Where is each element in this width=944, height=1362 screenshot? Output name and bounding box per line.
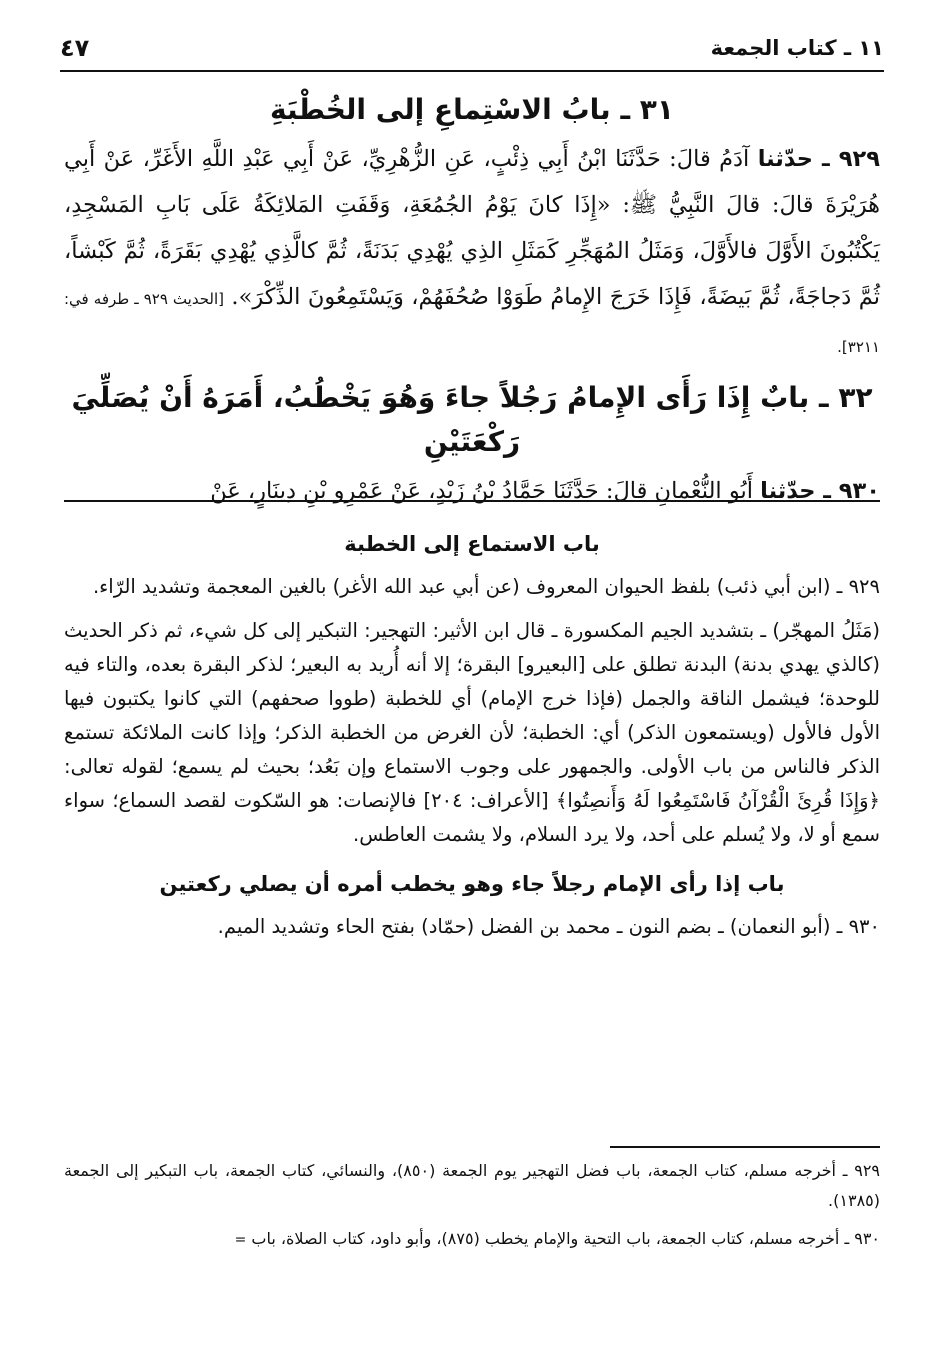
continuation-mark: = xyxy=(234,1232,247,1248)
hadith-929-number: ٩٢٩ ـ حدّثنا xyxy=(757,146,880,172)
footnotes xyxy=(64,1156,880,1263)
footnote-930 xyxy=(64,1224,880,1255)
commentary-para-930: ٩٣٠ ـ (أبو النعمان) ـ بضم النون ـ محمد بن الفضل (حمّاد) بفتح الحاء وتشديد الميم. xyxy=(217,915,880,938)
commentary-para-929: ٩٢٩ ـ (ابن أبي ذئب) بلفظ الحيوان المعروف (عن أبي عبد الله الأغر) بالغين المعجمة وتشديد الرّاء. xyxy=(92,575,880,598)
main-commentary-divider xyxy=(64,500,880,502)
running-header xyxy=(60,30,884,72)
main-text xyxy=(64,82,880,514)
commentary-heading-2: باب إذا رأى الإمام رجلاً جاء وهو يخطب أمره أن يصلي ركعتين xyxy=(159,872,785,896)
running-title: ١١ ـ كتاب الجمعة xyxy=(710,36,884,60)
hadith-930-number: ٩٣٠ ـ حدّثنا xyxy=(760,478,880,504)
commentary-para-muhajjir: (مَثَلُ المهجّر) ـ بتشديد الجيم المكسورة ـ قال ابن الأثير: التهجير: التبكير إلى كل شيء، ثم ذكر الحديث (كالذي يهدي بدنة) البدنة تطلق على [البعيرو] البقرة؛ إلا أنه أُريد به البعير؛ لذكر البقرة بعده، والتاء فيه للوحدة؛ فيشمل الناقة والجمل (فإذا خرج الإمام) أي للخطبة (طووا صحفهم) التي كانوا يكتبون فيها الأول فالأول (ويستمعون الذكر) أي: الخطبة؛ لأن الغرض من الخطبة الذكر؛ وإذا كانت الملائكة تستمع الذكر فالناس من باب الأولى. والجمهور على وجوب الاستماع وإن بَعُد؛ بحيث لم يسمع؛ لقوله تعالى: ﴿وَإِذَا قُرِئَ الْقُرْآنُ فَاسْتَمِعُوا لَهُ وَأَنصِتُوا﴾ [الأعراف: ٢٠٤] فالإنصات: هو السّكوت لقصد السماع؛ سواء سمع أو لا، ولا يُسلم على أحد، ولا يرد السلام، ولا يشمت العاطس. xyxy=(64,619,880,846)
bab-31-heading: ٣١ ـ بابُ الاسْتِماعِ إلى الخُطْبَةِ xyxy=(270,93,674,126)
commentary-heading-1: باب الاستماع إلى الخطبة xyxy=(344,532,600,556)
hadith-929 xyxy=(64,136,880,370)
hadith-930 xyxy=(64,468,880,514)
hadith-929-reference: [الحديث ٩٢٩ ـ طرفه في: ٣٢١١]. xyxy=(64,290,880,356)
footnote-divider xyxy=(610,1146,880,1148)
page-number: ٤٧ xyxy=(60,34,90,62)
footnote-930-text: ٩٣٠ ـ أخرجه مسلم، كتاب الجمعة، باب التحية والإمام يخطب (٨٧٥)، وأبو داود، كتاب الصلاة، باب xyxy=(251,1229,880,1248)
commentary xyxy=(64,518,880,954)
bab-32-heading: ٣٢ ـ بابٌ إِذَا رَأَى الإِمامُ رَجُلاً جاءَ وَهُوَ يَخْطُبُ، أَمَرَهُ أَنْ يُصَلِّيَ رَكْعَتَيْنِ xyxy=(71,381,873,458)
footnote-929: ٩٢٩ ـ أخرجه مسلم، كتاب الجمعة، باب فضل التهجير يوم الجمعة (٨٥٠)، والنسائي، كتاب الجمعة، باب التبكير إلى الجمعة (١٣٨٥). xyxy=(64,1161,881,1210)
hadith-930-text: أَبُو النُّعْمانِ قالَ: حَدَّثَنَا حَمَّادُ بْنُ زَيْدٍ، عَنْ عَمْرِو بْنِ دِينَارٍ، عَنْ xyxy=(210,478,753,504)
hadith-929-text: آدَمُ قالَ: حَدَّثَنَا ابْنُ أَبِي ذِئْبٍ، عَنِ الزُّهْرِيِّ، عَنْ أَبِي عَبْدِ اللَّهِ الأَغَرِّ، عَنْ أَبِي هُرَيْرَةَ قالَ: قالَ النَّبِيُّ ﷺ: «إِذَا كانَ يَوْمُ الجُمُعَةِ، وَقَفَتِ المَلائِكَةُ عَلَى بَابِ المَسْجِدِ، يَكْتُبُونَ الأَوَّلَ فالأَوَّلَ، وَمَثَلُ المُهَجِّرِ كَمَثَلِ الذِي يُهْدِي بَدَنَةً، ثُمَّ كالَّذِي يُهْدِي بَقَرَةً، ثُمَّ كَبْشاً، ثُمَّ دَجاجَةً، ثُمَّ بَيضَةً، فَإِذَا خَرَجَ الإِمامُ طَوَوْا صُحُفَهُمْ، وَيَسْتَمِعُونَ الذِّكْرَ». xyxy=(64,146,881,310)
